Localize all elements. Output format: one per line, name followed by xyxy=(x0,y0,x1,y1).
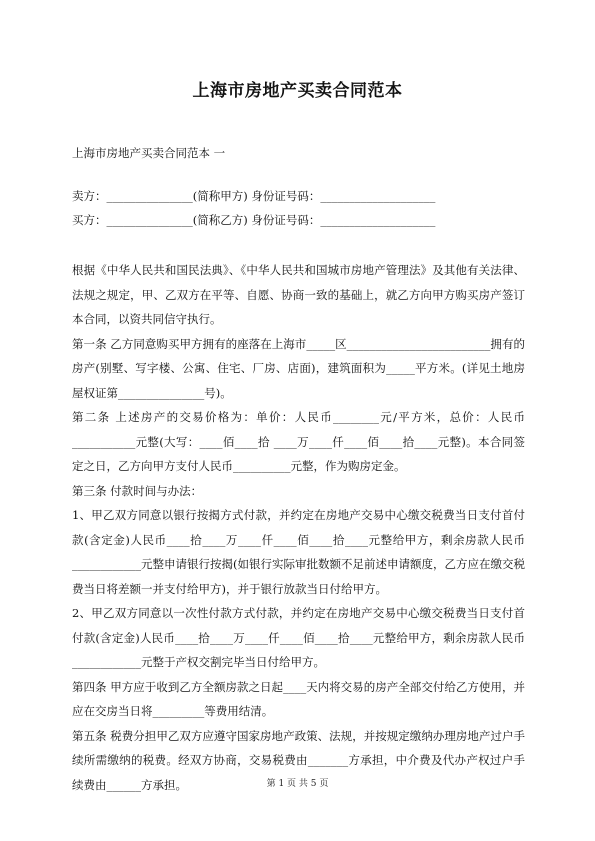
article-3-item-2: 2、甲乙双方同意以一次性付款方式付款，并约定在房地产交易中心缴交税费当日支付首付款(含定金)人民币____拾____万____仟____佰____拾____元整给甲方，剩余房款人民币____________元整于产权交割完毕当日付给甲方。 xyxy=(72,606,525,669)
article-3-item-1: 1、甲乙双方同意以银行按揭方式付款，并约定在房地产交易中心缴交税费当日支付首付款(含定金)人民币____拾____万____仟____佰____拾____元整给甲方，剩余房款人民币____________元整申请银行按揭(如银行实际审批数额不足前述申请额度，乙方应在缴交税费当日将差额一并支付给甲方)，并于银行放款当日付给甲方。 xyxy=(72,508,525,596)
article-5-paragraph: 第五条 税费分担甲乙双方应遵守国家房地产政策、法规，并按规定缴纳办理房地产过户手续所需缴纳的税费。经双方协商，交易税费由_______方承担，中介费及代办产权过户手续费由______方承担。 xyxy=(72,728,525,792)
page-number-footer: 第 1 页 共 5 页 xyxy=(266,779,329,789)
article-1-paragraph: 第一条 乙方同意购买甲方拥有的座落在上海市_____区_________________________拥有的房产(别墅、写字楼、公寓、住宅、厂房、店面)，建筑面积为_____平方米。(详见土地房屋权证第_______________号)。 xyxy=(72,336,525,400)
preamble-paragraph: 根据《中华人民共和国民法典》、《中华人民共和国城市房地产管理法》及其他有关法律、法规之规定，甲、乙双方在平等、自愿、协商一致的基础上，就乙方向甲方购买房产签订本合同，以资共同信守执行。 xyxy=(72,263,525,326)
article-3-heading: 第三条 付款时间与办法： xyxy=(72,483,203,498)
document-title: 上海市房地产买卖合同范本 xyxy=(192,81,403,101)
article-2-paragraph: 第二条 上述房产的交易价格为：单价：人民币________元/平方米，总价：人民币___________元整(大写：____佰____拾 ____万____仟____佰____拾____元整)。本合同签定之日，乙方向甲方支付人民币__________元整，作为购房定金。 xyxy=(72,410,525,473)
article-4-paragraph: 第四条 甲方应于收到乙方全额房款之日起____天内将交易的房产全部交付给乙方使用，并应在交房当日将_________等费用结清。 xyxy=(72,679,525,718)
contract-body xyxy=(72,258,525,797)
buyer-line: 买方：_______________(简称乙方) 身份证号码：____________________ xyxy=(72,213,436,227)
document-subtitle: 上海市房地产买卖合同范本 一 xyxy=(72,146,226,160)
seller-line: 卖方：_______________(简称甲方) 身份证号码：____________________ xyxy=(72,189,436,203)
